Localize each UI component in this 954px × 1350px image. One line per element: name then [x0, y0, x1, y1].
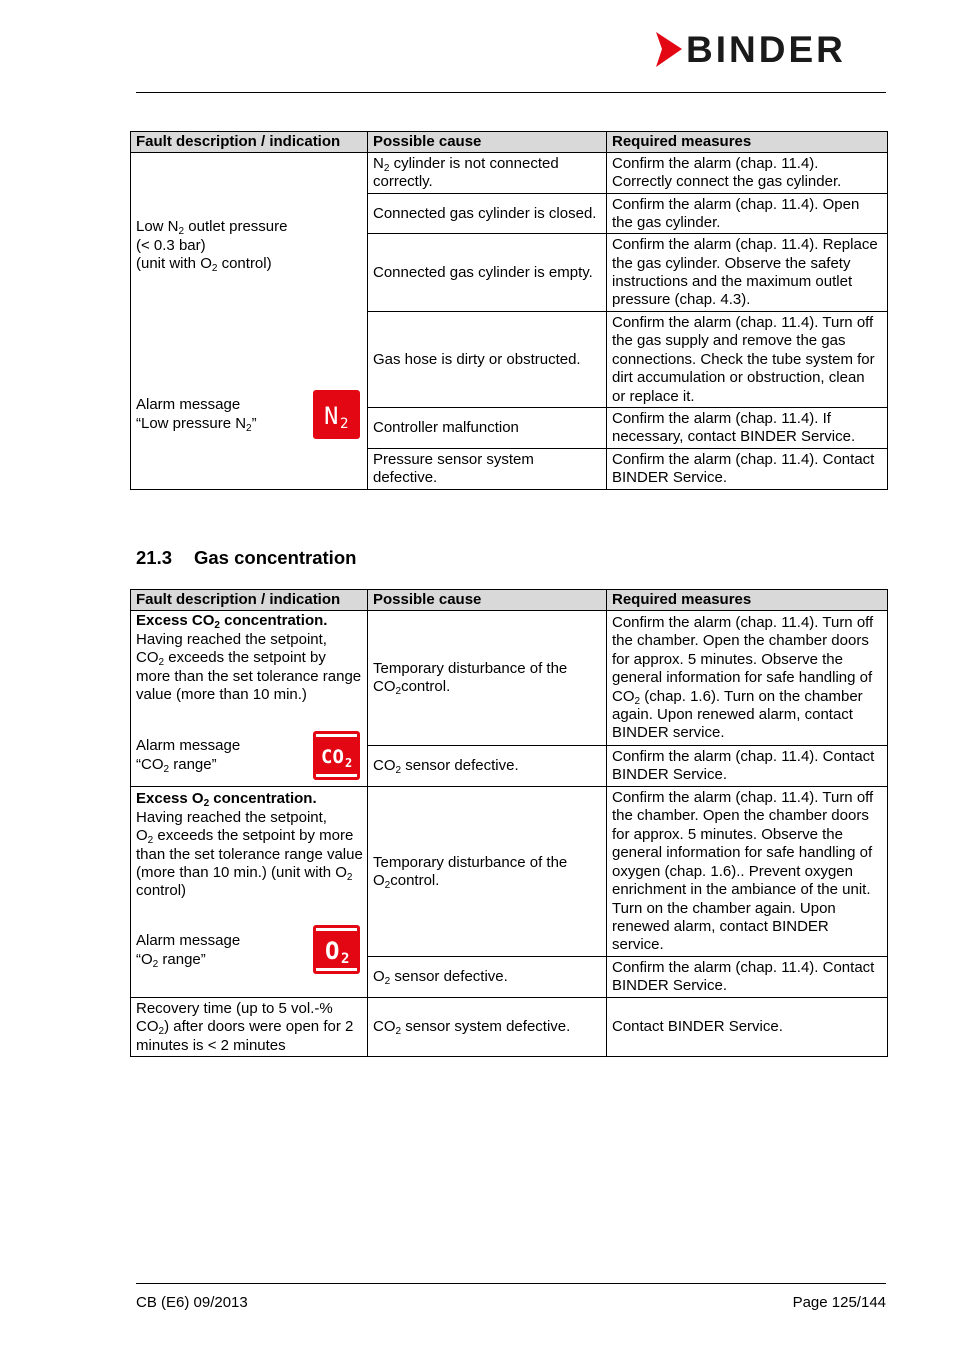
cause-cell: $O_2$ sensor defective. — [368, 957, 607, 998]
section-heading: 21.3 Gas concentration — [136, 547, 357, 568]
measure-cell: Confirm the alarm (chap. 11.4). Contact BINDER Service. — [607, 746, 888, 787]
table-header-row — [131, 132, 888, 153]
svg-text:O: O — [325, 937, 340, 966]
alarm-message: Alarm message “$CO_2$ range” — [136, 737, 241, 775]
alarm-message: Alarm message “$O_2$ range” — [136, 932, 241, 970]
svg-text:CO: CO — [321, 746, 344, 769]
measure-cell: Confirm the alarm (chap. 11.4). Turn off the gas supply and remove the gas connections. Check the tube system for dirt accumulation or obstruction, clean or replace it. — [607, 312, 888, 408]
header-cause: Possible cause — [368, 132, 607, 153]
svg-text:2: 2 — [341, 951, 350, 968]
table-row — [131, 787, 888, 957]
binder-logo — [652, 30, 888, 70]
cause-cell: Controller malfunction — [368, 408, 607, 449]
cause-cell: $CO_2$ sensor defective. — [368, 746, 607, 787]
measure-cell: Confirm the alarm (chap. 11.4). Turn off the chamber. Open the chamber doors for approx. 5 minutes. Observe the general information for safe handling of oxygen (chap. 1.6).. Prevent oxygen enrichment in the ambiance of the unit. Turn on the chamber again. Upon renewed alarm, contact BINDER service. — [607, 787, 888, 957]
measure-cell: Confirm the alarm (chap. 11.4). Open the gas cylinder. — [607, 194, 888, 234]
svg-text:N: N — [324, 402, 339, 431]
svg-text:2: 2 — [345, 756, 353, 771]
logo-text: BINDER — [686, 30, 846, 70]
logo-arrow-icon — [656, 32, 682, 67]
cause-cell: Pressure sensor system defective. — [368, 449, 607, 490]
header-cause: Possible cause — [368, 590, 607, 611]
header-measures: Required measures — [607, 132, 888, 153]
svg-text:2: 2 — [340, 416, 349, 433]
header-rule — [136, 92, 886, 93]
footer-rule — [136, 1283, 886, 1284]
fault-cell-excess-o2: Excess $O_2$ concentration. Having reached the setpoint, $O_2$ exceeds the setpoint by more than the set tolerance range value (more than 10 min.) (unit with $O_2$ control) Alarm message “$O_2$ range” O 2 — [131, 787, 368, 998]
measure-cell: Contact BINDER Service. — [607, 998, 888, 1057]
table-row — [131, 153, 888, 194]
measure-cell: Confirm the alarm (chap. 11.4). Correctly connect the gas cylinder. — [607, 153, 888, 194]
fault-table-n2 — [130, 131, 888, 490]
cause-cell: Connected gas cylinder is empty. — [368, 234, 607, 312]
table-row — [131, 611, 888, 746]
co2-alarm-icon — [313, 731, 360, 780]
n2-alarm-icon — [313, 390, 360, 439]
header-fault: Fault description / indication — [131, 132, 368, 153]
table-row — [131, 998, 888, 1057]
measure-cell: Confirm the alarm (chap. 11.4). Turn off the chamber. Open the chamber doors for approx. 5 minutes. Observe the general information for safe handling of $CO_2$ (chap. 1.6). Turn on the chamber again. Upon renewed alarm, contact BINDER service. — [607, 611, 888, 746]
fault-table-gas-concentration — [130, 589, 888, 1057]
cause-cell: Temporary disturbance of the $CO_2control$. — [368, 611, 607, 746]
measure-cell: Confirm the alarm (chap. 11.4). Contact BINDER Service. — [607, 957, 888, 998]
o2-alarm-icon — [313, 925, 360, 974]
measure-cell: Confirm the alarm (chap. 11.4). Contact BINDER Service. — [607, 449, 888, 490]
fault-cell-low-n2: Low $N_2$ outlet pressure (< 0.3 bar) (unit with $O_2$ control) Alarm message “Low pressure $N_2$” N 2 — [131, 153, 368, 490]
cause-cell: Gas hose is dirty or obstructed. — [368, 312, 607, 408]
cause-cell: Connected gas cylinder is closed. — [368, 194, 607, 234]
measure-cell: Confirm the alarm (chap. 11.4). If necessary, contact BINDER Service. — [607, 408, 888, 449]
footer-page-number: Page 125/144 — [792, 1294, 886, 1311]
footer-document-id: CB (E6) 09/2013 — [136, 1294, 248, 1311]
cause-cell: $CO_2$ sensor system defective. — [368, 998, 607, 1057]
cause-cell: $N_2$ cylinder is not connected correctly. — [368, 153, 607, 194]
header-measures: Required measures — [607, 590, 888, 611]
table-header-row — [131, 590, 888, 611]
alarm-message: Alarm message “Low pressure $N_2$” — [136, 396, 257, 434]
header-fault: Fault description / indication — [131, 590, 368, 611]
cause-cell: Temporary disturbance of the $O_2control$. — [368, 787, 607, 957]
fault-cell-recovery-time: Recovery time (up to 5 vol.-% $CO_2$) after doors were open for 2 minutes is < 2 minutes — [131, 998, 368, 1057]
fault-cell-excess-co2: Excess $CO_2$ concentration. Having reached the setpoint, $CO_2$ exceeds the setpoint by more than the set tolerance range value (more than 10 min.) Alarm message “$CO_2$ range” CO 2 — [131, 611, 368, 787]
measure-cell: Confirm the alarm (chap. 11.4). Replace the gas cylinder. Observe the safety instructions and the maximum outlet pressure (chap. 4.3). — [607, 234, 888, 312]
